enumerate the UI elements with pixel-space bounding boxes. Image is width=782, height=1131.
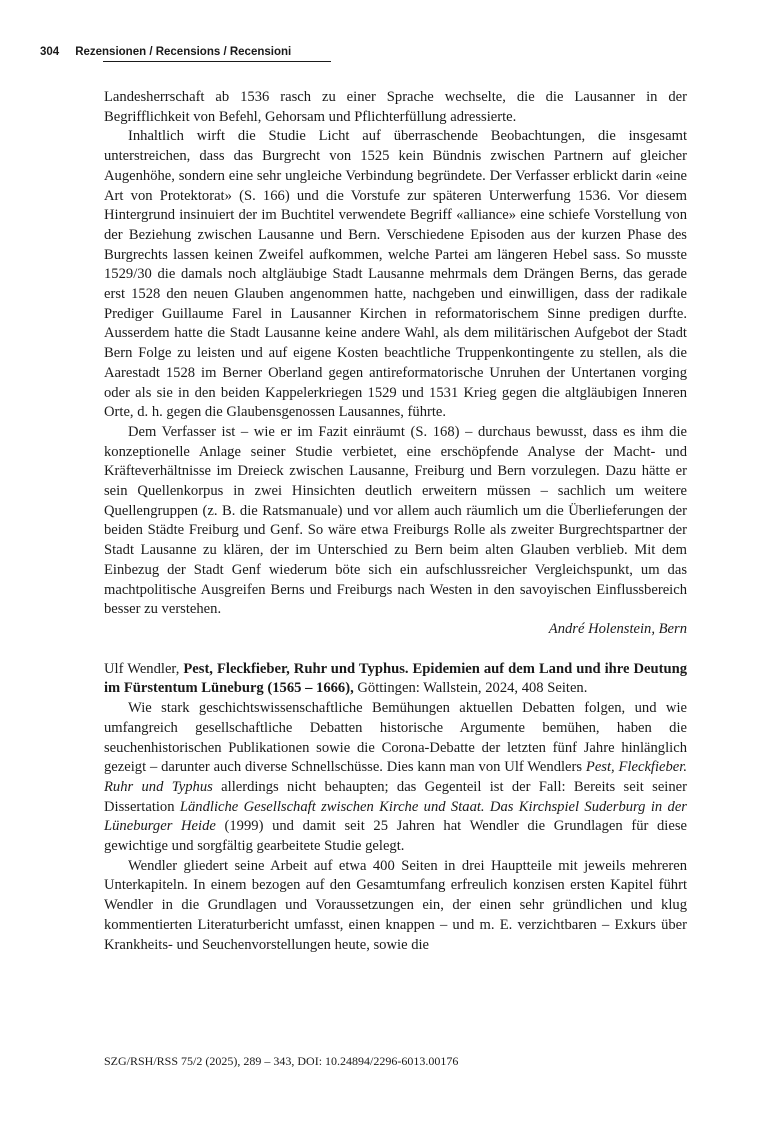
section-title: Rezensionen / Recensions / Recensioni: [75, 46, 292, 58]
review2-p1-text-c: (1999) und damit seit 25 Jahren hat Wendler die Grundlagen für diese gewichtige und sorgfältig gearbeitete Studie gelegt.: [104, 818, 687, 855]
review2-book-title: Pest, Fleckfieber, Ruhr und Typhus. Epidemien auf dem Land und ihre Deutung im Fürstentum Lüneburg (1565 – 1666),: [104, 660, 688, 697]
review1-signature: André Holenstein, Bern: [548, 620, 687, 637]
review2-p1-text-a: Wie stark geschichtswissenschaftliche Bemühungen aktuellen Debatten folgen, und wie umfangreich gesellschaftliche Debatten historische Argumente bemühen, haben die seuchenhistorischen Publikationen sowie die Corona-Debatte der letzten fünf Jahre hinlänglich gezeigt – darunter auch diverse Schnellschüsse. Dies kann man von Ulf Wendlers: [104, 700, 687, 776]
review2-paragraph-2: Wendler gliedert seine Arbeit auf etwa 400 Seiten in drei Hauptteile mit jeweils mehreren Unterkapiteln. In einem bezogen auf den Gesamtumfang erfreulich konzisen ersten Kapitel führt Wendler in die Grundlagen und Voraussetzungen ein, der einen sehr gründlichen und klug kommentierten Literaturbericht umfasst, einen knappen – und m. E. verzichtbaren – Exkurs über Krankheits- und Seuchenvorstellungen heute, sowie die: [104, 857, 687, 953]
footer-citation: SZG/RSH/RSS 75/2 (2025), 289 – 343, DOI: 10.24894/2296-6013.00176: [104, 1054, 459, 1068]
review2-heading: [104, 660, 687, 699]
review2-author: Ulf Wendler,: [104, 660, 184, 677]
page-body: [104, 88, 687, 955]
review2-imprint: Göttingen: Wallstein, 2024, 408 Seiten.: [353, 680, 588, 697]
review1-paragraph-1: Landesherrschaft ab 1536 rasch zu einer Sprache wechselte, die die Lausanner in der Begrifflichkeit von Befehl, Gehorsam und Pflichterfüllung adressierte.: [104, 89, 687, 125]
page-number: 304: [40, 46, 60, 58]
review2-p1-text-b: allerdings nicht behaupten; das Gegenteil ist der Fall: Bereits seit seiner Dissertation: [104, 778, 687, 815]
review1-paragraph-3: Dem Verfasser ist – wie er im Fazit einräumt (S. 168) – durchaus bewusst, dass es ihm die konzeptionelle Anlage seiner Studie verbietet, eine erschöpfende Analyse der Macht- und Kräfteverhältnisse im Dreieck zwischen Lausanne, Freiburg und Bern vorzulegen. Dazu hätte er sein Quellenkorpus in zwei Hinsichten deutlich erweitern müssen – sachlich um weitere Quellengruppen (z. B. die Ratsmanuale) und vor allem auch räumlich um die Überlieferungen der beiden Städte Freiburg und Genf. So wäre etwa Freiburgs Rolle als zweiter Burgrechtspartner der Stadt Lausanne zu klären, der im Unterschied zu Bern beim alten Glauben verblieb. Mit dem Einbezug der Stadt Genf wiederum böte sich ein aufschlussreicher Vergleichspunkt, um das machtpolitische Ausgreifen Berns und Freiburgs nach Westen in den savoyischen Einflussbereich besser zu verstehen.: [104, 423, 687, 618]
review2-paragraph-1: [104, 699, 687, 857]
review1-paragraph-2: Inhaltlich wirft die Studie Licht auf überraschende Beobachtungen, die insgesamt unterstreichen, dass das Burgrecht von 1525 kein Bündnis zwischen Partnern auf gleicher Augenhöhe, sondern eine sehr ungleiche Verbindung begründete. Der Verfasser erblickt darin «eine Art von Protektorat» (S. 166) und die Vorstufe zur späteren Unterwerfung 1536. Vor diesem Hintergrund insinuiert der im Buchtitel verwendete Begriff «alliance» eine schiefe Vorstellung von der Beziehung zwischen Lausanne und Bern. Verschiedene Episoden aus der kurzen Phase des Burgrechts lassen keinen Zweifel aufkommen, welche Partei am längeren Hebel sass. So musste 1529/30 die damals noch altgläubige Stadt Lausanne mehrmals dem Drängen Berns, das gerade erst 1528 den neuen Glauben angenommen hatte, nachgeben und einwilligen, dass der radikale Prediger Guillaume Farel in Lausanner Kirchen in reformatorischem Sinne predigen durfte. Ausserdem hatte die Stadt Lausanne keine andere Wahl, als dem militärischen Aufgebot der Stadt Bern Folge zu leisten und auf eigene Kosten beachtliche Truppenkontingente zu stellen, als die Aarestadt 1528 im Berner Oberland gegen antireformatorische Unruhen der Untertanen vorging oder als sie in den beiden Kappelerkriegen 1529 und 1531 Krieg gegen die altgläubigen Inneren Orte, d. h. gegen die Glaubensgenossen Lausannes, führte.: [104, 128, 687, 421]
review2-p1-book-title: Pest, Fleckfieber. Ruhr und Typhus: [104, 759, 687, 795]
review2-p1-dissertation-title: Ländliche Gesellschaft zwischen Kirche und Staat. Das Kirchspiel Suderburg in der Lüneburger Heide: [104, 798, 687, 835]
header-rule: [103, 61, 331, 62]
running-header: [40, 46, 340, 62]
